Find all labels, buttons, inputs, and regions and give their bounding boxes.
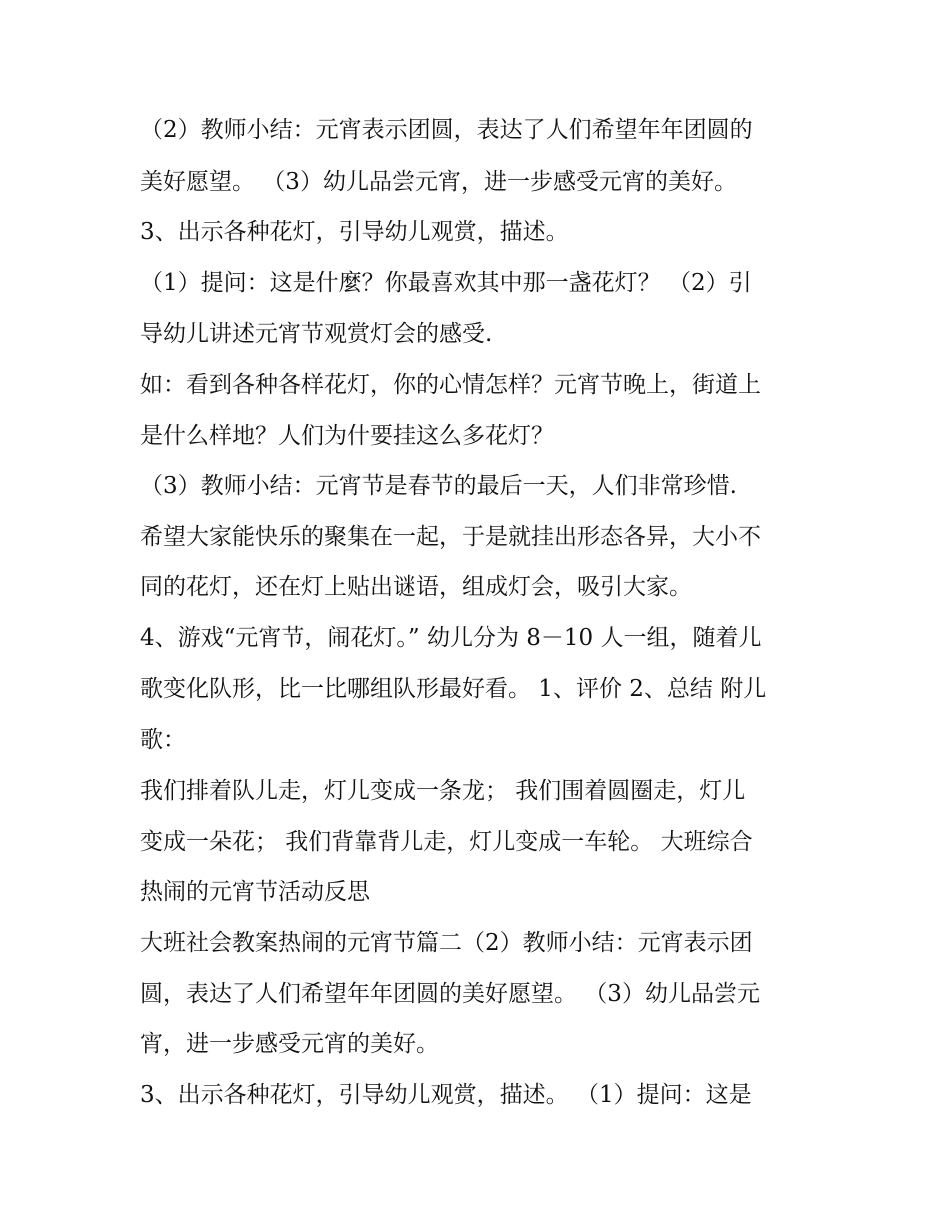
text-line: 宵，进一步感受元宵的美好。 [140,1031,439,1057]
text-line: 大班社会教案热闹的元宵节篇二（2）教师小结：元宵表示团 [140,930,753,956]
text-line: 3、出示各种花灯，引导幼儿观赏，描述。 [140,219,569,245]
text-line: 同的花灯，还在灯上贴出谜语，组成灯会，吸引大家。 [140,574,692,600]
text-line: 美好愿望。 （3）幼儿品尝元宵，进一步感受元宵的美好。 [140,169,737,195]
text-line: 歌变化队形，比一比哪组队形最好看。 1、评价 2、总结 附儿 [140,676,767,702]
text-line: 热闹的元宵节活动反思 [140,879,370,905]
text-line: 歌： [140,727,186,753]
text-line: 导幼儿讲述元宵节观赏灯会的感受. [140,321,493,347]
text-line: （1）提问：这是什麼？你最喜欢其中那一盏花灯？ （2）引 [140,270,752,296]
text-line: （3）教师小结：元宵节是春节的最后一天，人们非常珍惜. [140,473,737,499]
text-line: 3、出示各种花灯，引导幼儿观赏，描述。 （1）提问：这是 [140,1082,752,1108]
text-line: 4、游戏“元宵节，闹花灯。” 幼儿分为 8－10 人一组，随着儿 [140,625,762,651]
text-line: 圆，表达了人们希望年年团圆的美好愿望。 （3）幼儿品尝元 [140,981,760,1007]
text-line: 如：看到各种各样花灯，你的心情怎样？元宵节晚上，街道上 [140,372,761,398]
text-line: 希望大家能快乐的聚集在一起，于是就挂出形态各异，大小不 [140,524,761,550]
text-line: （2）教师小结：元宵表示团圆，表达了人们希望年年团圆的 [140,117,753,143]
text-line: 我们排着队儿走，灯儿变成一条龙； 我们围着圆圈走，灯儿 [140,778,746,804]
text-line: 变成一朵花； 我们背靠背儿走，灯儿变成一车轮。 大班综合 [140,829,753,855]
text-line: 是什么样地？人们为什要挂这么多花灯？ [140,423,554,449]
